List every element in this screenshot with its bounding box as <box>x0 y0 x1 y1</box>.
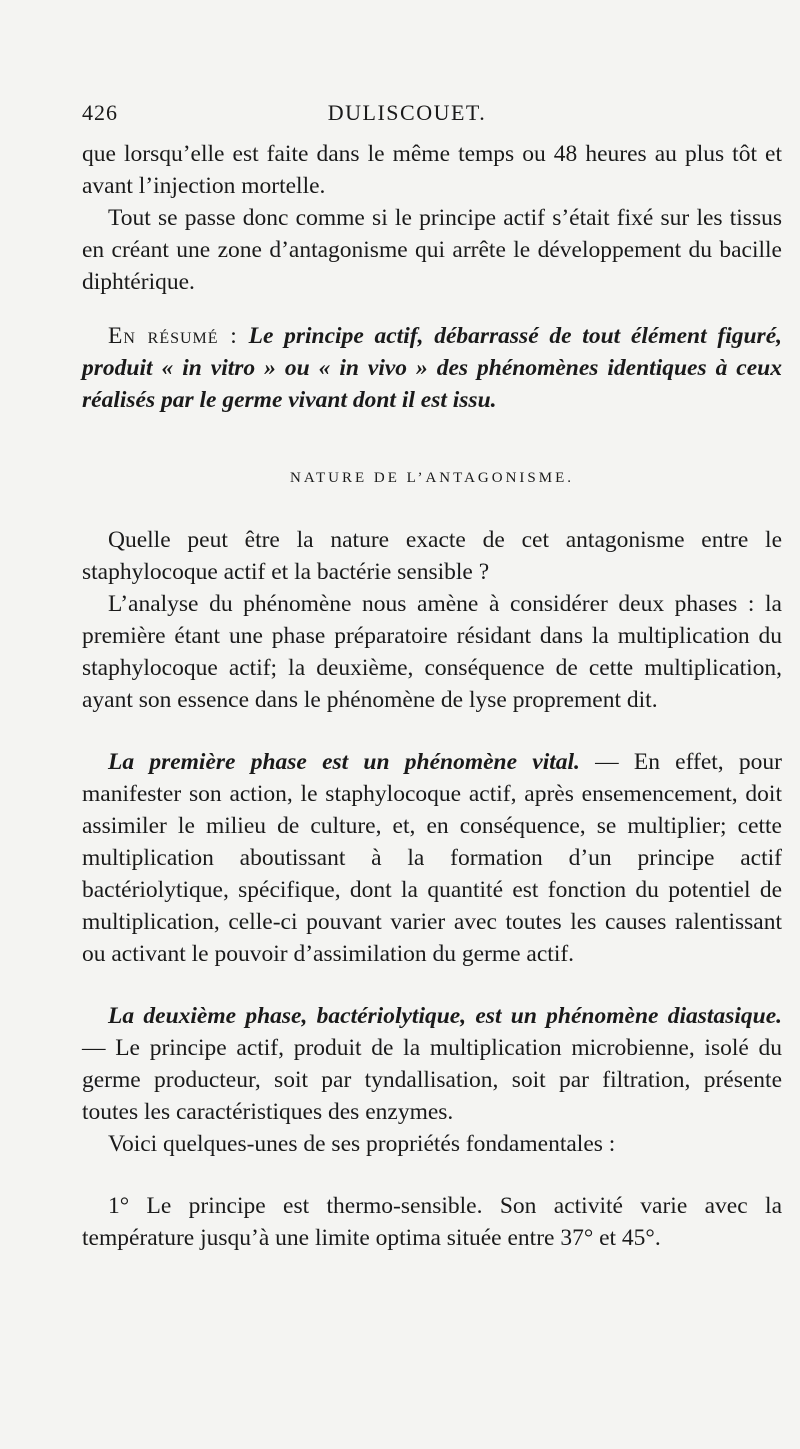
paragraph: Tout se passe donc comme si le principe actif s’était fixé sur les tissus en créant une zone d’antagonisme qui arrête le développement du bacille diphtérique. <box>82 205 782 295</box>
paragraph: que lorsqu’elle est faite dans le même temps ou 48 heures au plus tôt et avant l’injection mortelle. <box>82 141 782 199</box>
paragraph: Quelle peut être la nature exacte de cet antagonisme entre le staphylocoque actif et la bactérie sensible ? <box>82 527 782 585</box>
paragraph-body: — En effet, pour manifester son action, le staphylocoque actif, après ensemencement, doit assimiler le milieu de culture, et, en conséquence, se multiplier; cette multiplication aboutissant à la formation d’un principe actif bactériolytique, spécifique, dont la quantité est fonction du potentiel de multiplication, celle-ci pouvant varier avec toutes les causes ralentissant ou activant le pouvoir d’assimilation du germe actif. <box>82 749 782 967</box>
paragraph: L’analyse du phénomène nous amène à considérer deux phases : la première étant une phase préparatoire résidant dans la multiplication du staphylocoque actif; la deuxième, conséquence de cette multiplication, ayant son essence dans le phénomène de lyse proprement dit. <box>82 591 782 713</box>
paragraph: Voici quelques-unes de ses propriétés fondamentales : <box>108 1131 616 1157</box>
summary-lead: En résumé : <box>108 323 238 349</box>
section-heading: NATURE DE L’ANTAGONISME. <box>290 470 574 486</box>
page-number: 426 <box>82 100 118 125</box>
paragraph <box>82 746 782 970</box>
paragraph-lead: La deuxième phase, bactériolytique, est un phénomène diastasique. <box>108 1003 782 1029</box>
body-text <box>82 138 782 1254</box>
paragraph: 1° Le principe est thermo-sensible. Son activité varie avec la température jusqu’à une limite optima située entre 37° et 45°. <box>82 1193 782 1251</box>
paragraph <box>82 1000 782 1128</box>
summary-paragraph <box>82 320 782 416</box>
paragraph-body: — Le principe actif, produit de la multiplication microbienne, isolé du germe producteur, soit par tyndallisation, soit par filtration, présente toutes les caractéristiques des enzymes. <box>82 1035 782 1125</box>
running-head: DULISCOUET. <box>327 100 487 125</box>
page-header <box>82 100 732 132</box>
paragraph-lead: La première phase est un phénomène vital. <box>108 749 580 775</box>
summary-body: Le principe actif, débarrassé de tout élément figuré, produit « in vitro » ou « in vivo » des phénomènes identiques à ceux réalisés par le germe vivant dont il est issu. <box>82 323 783 413</box>
